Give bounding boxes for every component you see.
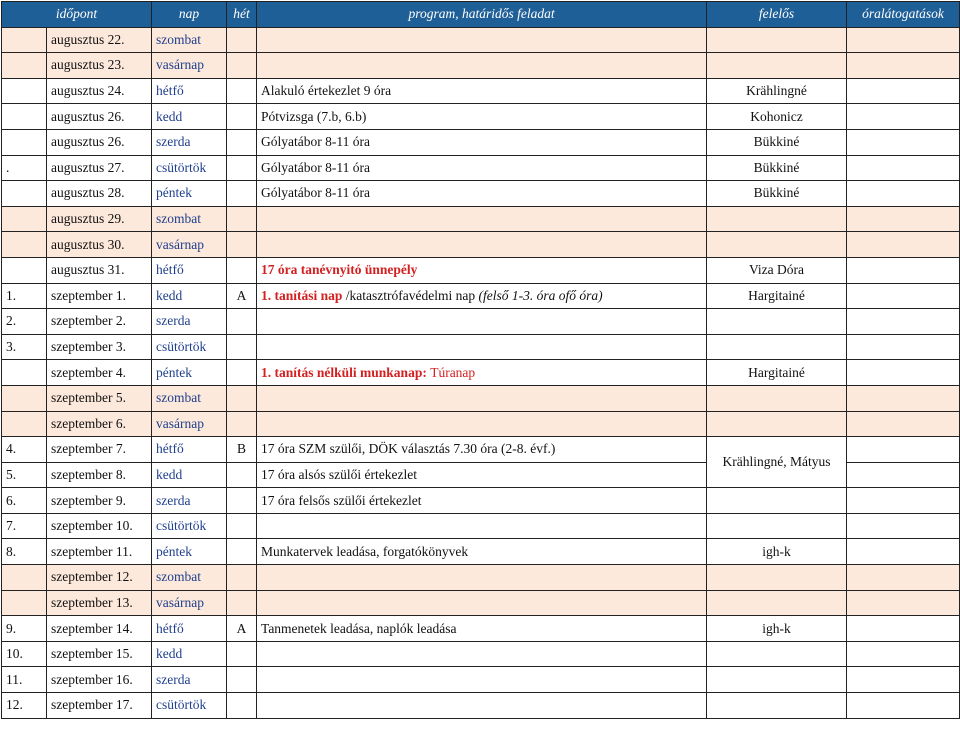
row-visits (847, 309, 960, 335)
row-visits (847, 232, 960, 258)
row-responsible (707, 334, 847, 360)
row-day: kedd (152, 641, 227, 667)
row-visits (847, 385, 960, 411)
row-visits (847, 334, 960, 360)
row-number: 7. (2, 513, 47, 539)
row-program (257, 462, 707, 488)
row-responsible: Kohonicz (707, 104, 847, 130)
row-number (2, 590, 47, 616)
row-responsible: Hargitainé (707, 283, 847, 309)
row-responsible (707, 641, 847, 667)
row-week: B (227, 437, 257, 463)
row-program (257, 360, 707, 386)
row-program (257, 155, 707, 181)
row-visits (847, 104, 960, 130)
row-week (227, 232, 257, 258)
row-week (227, 539, 257, 565)
row-date: szeptember 15. (47, 641, 152, 667)
row-date: augusztus 24. (47, 78, 152, 104)
row-program (257, 181, 707, 207)
row-week (227, 641, 257, 667)
row-day: szerda (152, 667, 227, 693)
row-number (2, 104, 47, 130)
row-day: péntek (152, 181, 227, 207)
row-visits (847, 437, 960, 463)
row-day: kedd (152, 283, 227, 309)
table-row (2, 513, 960, 539)
table-row (2, 590, 960, 616)
row-week (227, 129, 257, 155)
program-text: 17 óra felsős szülői értekezlet (261, 492, 422, 508)
row-week (227, 360, 257, 386)
table-row (2, 385, 960, 411)
row-week (227, 693, 257, 719)
row-responsible (707, 590, 847, 616)
row-week (227, 488, 257, 514)
header-visits: óralátogatások (847, 2, 960, 28)
row-number (2, 385, 47, 411)
row-program (257, 539, 707, 565)
row-day: hétfő (152, 257, 227, 283)
row-day: szombat (152, 385, 227, 411)
row-visits (847, 27, 960, 53)
row-date: augusztus 27. (47, 155, 152, 181)
row-number (2, 53, 47, 79)
table-row (2, 257, 960, 283)
table-row (2, 181, 960, 207)
row-program (257, 53, 707, 79)
row-date: augusztus 30. (47, 232, 152, 258)
table-row (2, 565, 960, 591)
program-text: 17 óra SZM szülői, DÖK választás 7.30 óra (2-8. évf.) (261, 441, 556, 457)
row-day: csütörtök (152, 334, 227, 360)
row-visits (847, 667, 960, 693)
row-week: A (227, 616, 257, 642)
row-responsible (707, 27, 847, 53)
row-responsible: Viza Dóra (707, 257, 847, 283)
table-row (2, 309, 960, 335)
program-text: 1. tanítás nélküli munkanap: (261, 364, 431, 380)
row-week (227, 155, 257, 181)
row-week (227, 27, 257, 53)
row-visits (847, 411, 960, 437)
row-program (257, 232, 707, 258)
row-program (257, 693, 707, 719)
header-date: időpont (2, 2, 152, 28)
program-text: Gólyatábor 8-11 óra (261, 134, 370, 150)
row-date: szeptember 12. (47, 565, 152, 591)
row-week (227, 104, 257, 130)
row-program (257, 283, 707, 309)
row-responsible (707, 206, 847, 232)
row-date: szeptember 11. (47, 539, 152, 565)
row-visits (847, 257, 960, 283)
row-number (2, 129, 47, 155)
row-number: 10. (2, 641, 47, 667)
table-row (2, 283, 960, 309)
row-number (2, 206, 47, 232)
row-number (2, 257, 47, 283)
row-day: vasárnap (152, 232, 227, 258)
row-day: hétfő (152, 616, 227, 642)
row-number: 3. (2, 334, 47, 360)
row-number: 9. (2, 616, 47, 642)
row-number: 6. (2, 488, 47, 514)
row-date: szeptember 2. (47, 309, 152, 335)
table-row (2, 539, 960, 565)
row-program (257, 309, 707, 335)
row-visits (847, 360, 960, 386)
row-number: 11. (2, 667, 47, 693)
row-number: 8. (2, 539, 47, 565)
row-program (257, 488, 707, 514)
row-program (257, 334, 707, 360)
row-program (257, 104, 707, 130)
row-day: szerda (152, 488, 227, 514)
row-number (2, 232, 47, 258)
row-visits (847, 181, 960, 207)
row-date: szeptember 14. (47, 616, 152, 642)
row-program (257, 411, 707, 437)
row-visits (847, 539, 960, 565)
row-day: péntek (152, 360, 227, 386)
row-visits (847, 590, 960, 616)
program-text: /katasztrófavédelmi nap (345, 287, 479, 303)
row-visits (847, 488, 960, 514)
row-date: szeptember 9. (47, 488, 152, 514)
row-date: szeptember 1. (47, 283, 152, 309)
row-number: 1. (2, 283, 47, 309)
table-row (2, 53, 960, 79)
row-day: szombat (152, 27, 227, 53)
row-date: szeptember 10. (47, 513, 152, 539)
row-date: szeptember 16. (47, 667, 152, 693)
program-text: 17 óra alsós szülői értekezlet (261, 466, 417, 482)
row-responsible (707, 309, 847, 335)
row-week (227, 667, 257, 693)
row-week (227, 462, 257, 488)
program-text: Gólyatábor 8-11 óra (261, 185, 370, 201)
row-visits (847, 513, 960, 539)
row-day: vasárnap (152, 53, 227, 79)
row-number: 12. (2, 693, 47, 719)
row-day: csütörtök (152, 155, 227, 181)
row-week (227, 257, 257, 283)
row-date: szeptember 17. (47, 693, 152, 719)
row-visits (847, 78, 960, 104)
row-visits (847, 53, 960, 79)
row-week (227, 53, 257, 79)
row-visits (847, 565, 960, 591)
row-program (257, 385, 707, 411)
table-row (2, 411, 960, 437)
row-week (227, 334, 257, 360)
table-row (2, 616, 960, 642)
row-responsible (707, 513, 847, 539)
schedule-table (1, 1, 960, 719)
row-program (257, 27, 707, 53)
table-row (2, 232, 960, 258)
row-number (2, 27, 47, 53)
row-visits (847, 462, 960, 488)
row-program (257, 590, 707, 616)
row-program (257, 513, 707, 539)
table-row (2, 129, 960, 155)
row-program (257, 257, 707, 283)
table-row (2, 206, 960, 232)
row-program (257, 667, 707, 693)
row-day: vasárnap (152, 590, 227, 616)
row-program (257, 206, 707, 232)
row-visits (847, 693, 960, 719)
row-number: . (2, 155, 47, 181)
row-program (257, 437, 707, 463)
row-date: augusztus 26. (47, 129, 152, 155)
row-responsible (707, 488, 847, 514)
program-text: Tanmenetek leadása, naplók leadása (261, 620, 457, 636)
header-program: program, határidős feladat (257, 2, 707, 28)
row-number (2, 565, 47, 591)
row-program (257, 565, 707, 591)
row-day: szombat (152, 565, 227, 591)
header-row (2, 2, 960, 28)
row-number (2, 78, 47, 104)
row-date: szeptember 3. (47, 334, 152, 360)
row-program (257, 78, 707, 104)
row-week (227, 411, 257, 437)
table-row (2, 437, 960, 463)
row-responsible (707, 411, 847, 437)
table-row (2, 360, 960, 386)
program-text: (felső 1-3. óra ofő óra) (478, 287, 603, 303)
row-responsible (707, 693, 847, 719)
program-text: Pótvizsga (7.b, 6.b) (261, 108, 367, 124)
row-week (227, 565, 257, 591)
row-week: A (227, 283, 257, 309)
table-row (2, 488, 960, 514)
row-visits (847, 283, 960, 309)
row-date: szeptember 8. (47, 462, 152, 488)
program-text: Munkatervek leadása, forgatókönyvek (261, 543, 469, 559)
row-responsible (707, 565, 847, 591)
row-date: szeptember 7. (47, 437, 152, 463)
row-number (2, 181, 47, 207)
row-day: hétfő (152, 437, 227, 463)
table-row (2, 641, 960, 667)
row-day: kedd (152, 104, 227, 130)
row-day: hétfő (152, 78, 227, 104)
row-date: augusztus 22. (47, 27, 152, 53)
row-week (227, 309, 257, 335)
row-program (257, 129, 707, 155)
row-program (257, 641, 707, 667)
row-day: csütörtök (152, 513, 227, 539)
row-date: szeptember 6. (47, 411, 152, 437)
row-visits (847, 641, 960, 667)
row-responsible: Bükkiné (707, 129, 847, 155)
row-responsible: Bükkiné (707, 181, 847, 207)
row-responsible: igh-k (707, 539, 847, 565)
row-week (227, 513, 257, 539)
table-row (2, 27, 960, 53)
row-visits (847, 206, 960, 232)
row-day: vasárnap (152, 411, 227, 437)
row-responsible (707, 232, 847, 258)
row-responsible (707, 53, 847, 79)
row-number: 5. (2, 462, 47, 488)
row-week (227, 181, 257, 207)
header-responsible: felelős (707, 2, 847, 28)
row-visits (847, 616, 960, 642)
row-day: szerda (152, 129, 227, 155)
header-day: nap (152, 2, 227, 28)
program-text: Túranap (430, 364, 476, 380)
row-week (227, 590, 257, 616)
row-number (2, 411, 47, 437)
table-row (2, 693, 960, 719)
row-number: 4. (2, 437, 47, 463)
row-number: 2. (2, 309, 47, 335)
row-responsible: Krählingné, Mátyus (707, 437, 847, 488)
row-day: szombat (152, 206, 227, 232)
row-number (2, 360, 47, 386)
row-responsible: Bükkiné (707, 155, 847, 181)
program-text: 1. tanítási nap (261, 287, 346, 303)
row-visits (847, 129, 960, 155)
header-week: hét (227, 2, 257, 28)
row-date: augusztus 23. (47, 53, 152, 79)
row-week (227, 78, 257, 104)
row-date: augusztus 31. (47, 257, 152, 283)
row-date: szeptember 5. (47, 385, 152, 411)
row-responsible: igh-k (707, 616, 847, 642)
row-visits (847, 155, 960, 181)
table-row (2, 667, 960, 693)
row-date: augusztus 28. (47, 181, 152, 207)
row-day: szerda (152, 309, 227, 335)
row-date: szeptember 13. (47, 590, 152, 616)
row-week (227, 206, 257, 232)
row-responsible: Krählingné (707, 78, 847, 104)
table-row (2, 78, 960, 104)
row-day: csütörtök (152, 693, 227, 719)
row-date: szeptember 4. (47, 360, 152, 386)
row-day: péntek (152, 539, 227, 565)
schedule-body (2, 27, 960, 718)
row-week (227, 385, 257, 411)
program-text: 17 óra tanévnyitó ünnepély (261, 262, 418, 278)
row-responsible (707, 667, 847, 693)
row-date: augusztus 26. (47, 104, 152, 130)
row-responsible (707, 385, 847, 411)
program-text: Alakuló értekezlet 9 óra (261, 83, 392, 99)
program-text: Gólyatábor 8-11 óra (261, 159, 370, 175)
row-program (257, 616, 707, 642)
row-responsible: Hargitainé (707, 360, 847, 386)
table-row (2, 334, 960, 360)
table-row (2, 104, 960, 130)
row-date: augusztus 29. (47, 206, 152, 232)
row-day: kedd (152, 462, 227, 488)
table-row (2, 155, 960, 181)
